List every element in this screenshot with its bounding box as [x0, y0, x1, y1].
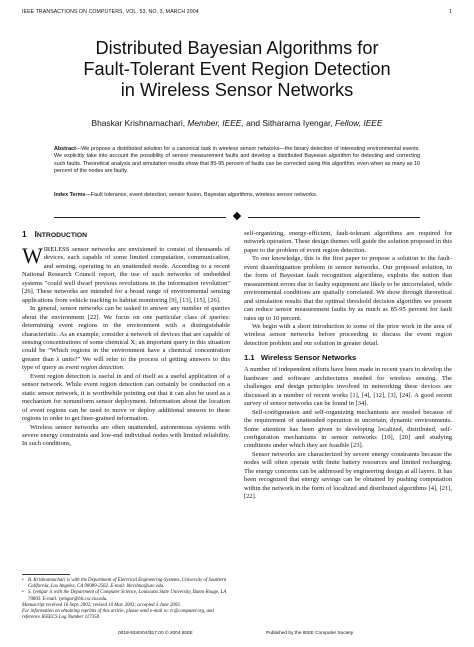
bullet-icon: • — [22, 578, 24, 583]
paragraph — [22, 373, 230, 424]
drop-cap: W — [22, 243, 43, 268]
right-column — [244, 230, 452, 502]
title-line: Distributed Bayesian Algorithms for — [95, 38, 379, 58]
paragraph — [244, 230, 452, 255]
footnotes — [22, 574, 230, 621]
issue-date: MARCH 2004 — [165, 9, 199, 15]
author-role: Fellow, IEEE — [335, 118, 383, 128]
paragraph-text: To our knowledge, this is the first paper to propose a solution to the fault-event disambiguation problem in sensor networks. Our proposed solution, in the form of Bayesian fault recognition algorithms, exploits the notion that measurement errors due to faulty equipment are likely to be uncorrelated, while environmental conditions are spatially correlated. We show through theoretical and simulation results that the optimal threshold decision algorithm we present can reduce sensor measurement faults by as much as 85-95 percent for fault rates up to 10 percent. — [244, 255, 452, 322]
paragraph-text: Wireless sensor networks are often unattended, autonomous systems with severe energy constraints and low-end individual nodes with limited reliability. In such conditions, — [22, 423, 230, 448]
paragraph — [22, 243, 231, 305]
paragraph — [244, 451, 452, 502]
page-number: 1 — [449, 9, 452, 15]
paragraph — [22, 305, 230, 373]
author-role: Member, IEEE, — [187, 118, 244, 128]
footnote — [22, 590, 230, 602]
first-word: IRELESS — [43, 246, 70, 253]
subsection-title: Wireless Sensor Networks — [260, 353, 357, 363]
copyright-line: 0018-9340/04/$17.00 © 2004 IEEE — [118, 631, 193, 636]
author-line — [22, 118, 452, 128]
paragraph — [244, 323, 452, 348]
paragraph — [244, 255, 452, 323]
abstract — [54, 146, 420, 176]
paragraph-text: A number of independent efforts have been made in recent years to develop the hardware and software architectures needed for wireless sensing. The challenges and design principles involved in networking these devices are discussed in a number of recent works [1], [4], [12], [3], [24]. A good recent survey of sensor networks can be found in [34]. — [244, 366, 452, 408]
section-title-rest: NTRODUCTION — [36, 232, 88, 239]
footnote — [22, 578, 230, 590]
diamond-icon — [233, 212, 241, 220]
index-terms-label: Index Terms — [54, 192, 86, 198]
reprint-info: For information on obtaining reprints of this article, please send e-mail to: tc@computer.org, and reference IEEECS Log Number 117358. — [22, 609, 214, 621]
subsection-number: 1.1 — [244, 353, 255, 363]
title-line: Fault-Tolerant Event Region Detection — [83, 59, 391, 79]
author-conjunction: and — [246, 118, 261, 128]
index-terms — [54, 192, 420, 199]
author-name: Sitharama Iyengar, — [262, 118, 333, 128]
running-head — [22, 9, 452, 15]
paragraph — [244, 366, 452, 408]
abstract-label: Abstract — [54, 146, 76, 152]
issue-number: NO. 3, — [148, 9, 165, 15]
footnote-text: B. Krishnamachari is with the Department of Electrical Engineering-Systems, University of Southern California, Los Angeles, CA 90089-2562. E-mail: bkrishna@usc.edu. — [28, 578, 227, 590]
bullet-icon: • — [22, 590, 24, 596]
title-line: in Wireless Sensor Networks — [120, 80, 354, 100]
divider-line — [248, 217, 420, 218]
section-heading — [22, 230, 230, 241]
section-number: 1 — [22, 230, 27, 239]
volume: VOL. 53, — [125, 9, 147, 15]
footnote-rule — [22, 574, 70, 575]
author-name: Bhaskar Krishnamachari, — [91, 118, 186, 128]
paragraph — [244, 409, 452, 451]
journal-name: IEEE TRANSACTIONS ON COMPUTERS, — [22, 9, 125, 15]
divider-line — [54, 217, 226, 218]
emphasis-text: event region detection. — [65, 364, 125, 372]
paragraph-text: In general, sensor networks can be tasked to answer any number of queries about the environment [22]. We focus on one particular class of queries: determining event regions in the environment with a distinguishable characteristic. As an example, consider a network of devices that are capable of sensing concentrations of some chemical X; an important query in this situation could be "Which regions in the environment have a chemical concentration greater than λ units?" We will refer to the process of getting answers to this type of query as — [22, 305, 230, 372]
paragraph-text: sensor networks are envisioned to consist of thousands of devices, each capable of some limited computation, communication, and sensing, operating in an unattended mode. According to a recent National Research Council report, the use of such networks of embedded systems "could well dwarf previous revolutions in the information revolution" [26]. These networks are intended for a broad range of environmental sensing applications from vehicle tracking to habitat monitoring [9], [13], [15], [26]. — [22, 246, 231, 304]
abstract-text: —We propose a distributed solution for a canonical task in wireless sensor networks—the binary detection of interesting environmental events. We explicitly take into account the possibility of sensor measurement faults and develop a distributed Bayesian algorithm for detecting and correcting such faults. Theoretical analysis and simulation results show that 85-95 percent of faults can be corrected using this algorithm, even when as many as 10 percent of the nodes are faulty. — [54, 146, 420, 175]
paragraph — [22, 424, 230, 449]
paragraph-text: We begin with a short introduction to some of the prior work in the area of wireless sensor networks before proceeding to discuss the event region detection problem and our solution in greater detail. — [244, 322, 452, 347]
manuscript-history: Manuscript received 16 Sept. 2002; revised 10 Mar. 2003; accepted 3 June 2003. — [22, 602, 181, 608]
left-column — [22, 230, 230, 449]
publisher-line: Published by the IEEE Computer Society — [266, 631, 354, 636]
paragraph-text: Sensor networks are characterized by severe energy constraints because the nodes will often operate with finite battery resources and limited recharging. The energy concerns can be addressed by engineering design at all layers. It has been recognized that energy savings can be obtained by pushing computation within the network in the form of localized and distributed algorithms [4], [21], [22]. — [244, 450, 452, 501]
section-divider — [54, 213, 420, 221]
paper-title — [22, 38, 452, 101]
section-title-initial: I — [34, 230, 37, 239]
footnote-text: S. Iyengar is with the Department of Computer Science, Louisiana State University, Baton Rouge, LA 70803. E-mail: iyengar@bit.csc.lsu.edu. — [28, 590, 227, 602]
paragraph-text: self-organizing, energy-efficient, fault-tolerant algorithms are required for network operation. These design themes will guide the solution proposed in this paper to the problem of event region detection. — [244, 230, 452, 254]
subsection-heading — [244, 353, 452, 363]
index-terms-text: —Fault tolerance, event detection, sensor fusion, Bayesian algorithms, wireless sensor networks. — [85, 192, 318, 198]
paragraph-text: Event region detection is useful in and of itself as a useful application of a sensor network. While event region detection can certainly be conducted on a static sensor network, it is worthwhile pointing out that it can also be used as a mechanism for nonuniform sensor deployment. Information about the location of event regions can be used to move or deploy additional sensors to these regions in order to get finer-grained information. — [22, 372, 230, 423]
paragraph-text: Self-configuration and self-organizing mechanisms are needed because of the requirement of unattended operation in uncertain, dynamic environments. Some attention has been given to developing localized, distributed, self-configuration mechanisms in sensor networks [10], [20] and studying conditions under which they are feasible [23]. — [244, 408, 452, 450]
